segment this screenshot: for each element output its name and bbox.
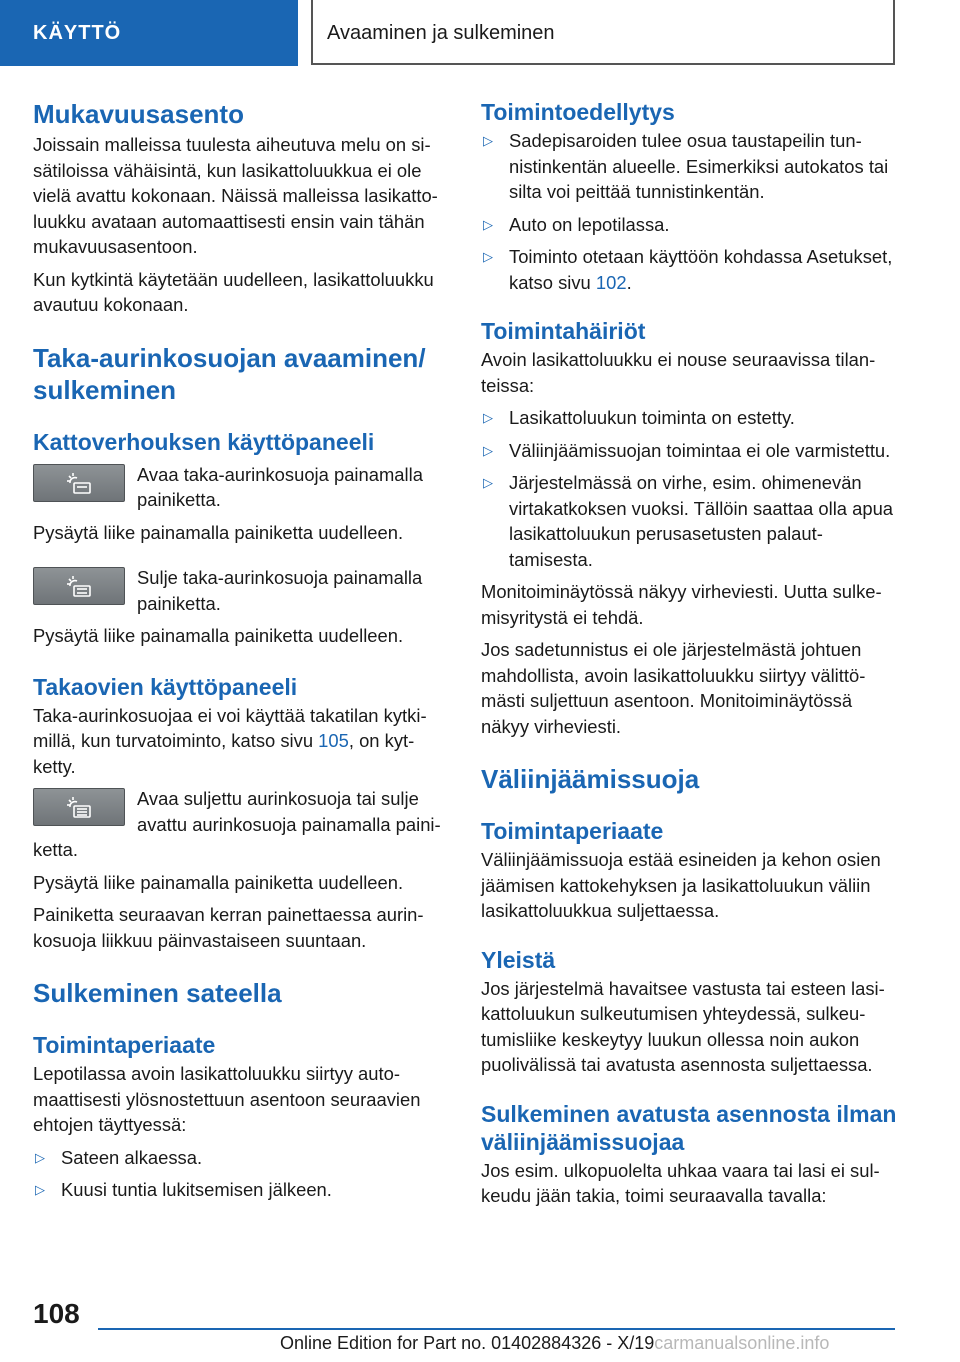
list-item: ▷ Auto on lepotilassa. xyxy=(481,212,897,238)
heading-roof-panel: Kattoverhouksen käyttöpaneeli xyxy=(33,428,375,455)
paragraph-faults: Avoin lasikattoluukku ei nouse seuraavissa tilanteissa: xyxy=(481,349,876,396)
rain-conditions-list xyxy=(33,1145,448,1203)
sunshade-open-button-icon xyxy=(33,464,125,502)
triangle-bullet-icon: ▷ xyxy=(483,410,493,425)
triangle-bullet-icon: ▷ xyxy=(35,1149,45,1165)
section-tab: KÄYTTÖ xyxy=(0,0,298,66)
triangle-bullet-icon: ▷ xyxy=(483,249,493,264)
button-row-close xyxy=(33,565,448,616)
triangle-bullet-icon: ▷ xyxy=(483,133,493,148)
paragraph-monitor: Monitoiminäytössä näkyy virheviesti. Uutta sulkemisyritystä ei tehdä. xyxy=(481,581,882,628)
paragraph-comfort-1: Joissain malleissa tuulesta aiheutuva melu on sisätiloissa vähäisintä, kun lasikattoluukkua ei ole vielä avattu kokonaan. Näissä malleissa lasikattoluukku avataan automaattisesti ensin vain tähän mukavuusasentoon. xyxy=(33,134,438,257)
paragraph-pinch: Väliinjäämissuoja estää esineiden ja kehon osien jäämisen kattokehyksen ja lasikattoluukun väliin lasikattoluukkua suljettaessa. xyxy=(481,849,881,921)
button-row-toggle xyxy=(33,786,448,863)
page-link-102[interactable]: 102 xyxy=(595,271,627,293)
list-item: ▷ Toiminto otetaan käyttöön kohdassa Asetukset, katso sivu 102. xyxy=(483,246,893,293)
page-number: 108 xyxy=(33,1298,80,1329)
list-item: ▷ Väliinjäämissuojan toimintaa ei ole varmistettu. xyxy=(481,438,897,464)
triangle-bullet-icon: ▷ xyxy=(483,216,493,232)
paragraph-general: Jos järjestelmä havaitsee vastusta tai esteen lasikattoluukun sulkeutumisen yhteydessä, sulkeutumisliike keskeytyy luukun ollessa noin aukon puolivälissä tai avatusta asennosta suljettaessa. xyxy=(481,977,885,1075)
chapter-title: Avaaminen ja sulkeminen xyxy=(311,0,895,65)
page-link-105[interactable]: 105 xyxy=(318,730,349,751)
button-close-description: Sulje taka-aurinkosuoja painamalla painiketta. xyxy=(137,567,423,614)
paragraph-rain: Lepotilassa avoin lasikattoluukku siirtyy automaattisesti ylösnostettuun asentoon seuraavien ehtojen täyttyessä: xyxy=(33,1063,421,1135)
list-item: ▷ Lasikattoluukun toiminta on estetty. xyxy=(481,405,897,431)
heading-principle: Toimintaperiaate xyxy=(33,1032,216,1058)
watermark: carmanualsonline.info xyxy=(654,1333,830,1353)
heading-faults: Toimintahäiriöt xyxy=(481,318,646,344)
list-item: ▷ Järjestelmässä on virhe, esim. ohimenevän virtakatkoksen vuoksi. Tällöin saattaa olla apua lasikattoluukun perusasetusten palauttamisesta. xyxy=(483,472,894,570)
left-column xyxy=(33,98,448,1210)
button-toggle-description: Avaa suljettu aurinkosuoja tai sulje avattu aurinkosuoja painamalla painiketta. xyxy=(33,788,441,860)
button-open-description: Avaa taka-aurinkosuoja painamalla painiketta. xyxy=(137,463,423,510)
heading-general: Yleistä xyxy=(481,946,556,973)
heading-pinch-protection: Väliinjäämissuoja xyxy=(481,764,700,794)
sunshade-close-button-icon xyxy=(33,567,125,605)
requirements-list xyxy=(481,128,897,295)
heading-rear-sunshade: Taka-aurinkosuojan avaaminen/ sulkeminen xyxy=(33,342,426,405)
list-item: ▷ Sateen alkaessa. xyxy=(33,1145,448,1171)
button-row-open xyxy=(33,462,448,513)
triangle-bullet-icon: ▷ xyxy=(483,442,493,458)
heading-close-without-protection: Sulkeminen avatusta asennosta ilman väliinjäämissuojaa xyxy=(481,1100,897,1155)
heading-principle-2: Toimintaperiaate xyxy=(481,818,664,844)
paragraph-sensor: Jos sadetunnistus ei ole järjestelmästä johtuen mahdollista, avoin lasikattoluukku siirtyy välittömästi suljettuun asentoon. Monitoiminäytössä näkyy virheviesti. xyxy=(481,639,866,737)
paragraph-reverse: Painiketta seuraavan kerran painettaessa aurinkosuoja liikkuu päinvastaiseen suuntaan. xyxy=(33,904,424,951)
page-header xyxy=(0,0,960,66)
heading-requirements: Toimintoedellytys xyxy=(481,99,675,125)
list-item: ▷ Sadepisaroiden tulee osua taustapeilin tunnistinkentän alueelle. Esimerkiksi autokatos tai silta voi peittää tunnistinkentän. xyxy=(483,130,889,202)
heading-close-on-rain: Sulkeminen sateella xyxy=(33,978,282,1008)
footer-edition: Online Edition for Part no. 01402884326 - X/19carmanualsonline.info xyxy=(280,1333,830,1353)
heading-rear-door-panel: Takaovien käyttöpaneeli xyxy=(33,673,298,700)
paragraph-close-without-protection: Jos esim. ulkopuolelta uhkaa vaara tai lasi ei sulkeudu jään takia, toimi seuraavalla tavalla: xyxy=(481,1159,880,1206)
triangle-bullet-icon: ▷ xyxy=(35,1182,45,1197)
paragraph-stop-2: Pysäytä liike painamalla painiketta uudelleen. xyxy=(33,625,404,646)
right-column xyxy=(481,98,897,1216)
faults-list xyxy=(481,405,897,572)
footer-divider xyxy=(98,1328,895,1330)
list-item: ▷ Kuusi tuntia lukitsemisen jälkeen. xyxy=(33,1177,448,1203)
paragraph-stop-3: Pysäytä liike painamalla painiketta uudelleen. xyxy=(33,871,404,893)
paragraph-rear-door: Taka-aurinkosuojaa ei voi käyttää takatilan kytkimillä, kun turvatoiminto, katso sivu 105, on kytketty. xyxy=(33,704,427,777)
paragraph-stop-1: Pysäytä liike painamalla painiketta uudelleen. xyxy=(33,521,404,543)
triangle-bullet-icon: ▷ xyxy=(483,475,493,490)
sunshade-toggle-button-icon xyxy=(33,788,125,826)
paragraph-comfort-2: Kun kytkintä käytetään uudelleen, lasikattoluukku avautuu kokonaan. xyxy=(33,268,434,315)
heading-comfort-position: Mukavuusasento xyxy=(33,99,244,129)
